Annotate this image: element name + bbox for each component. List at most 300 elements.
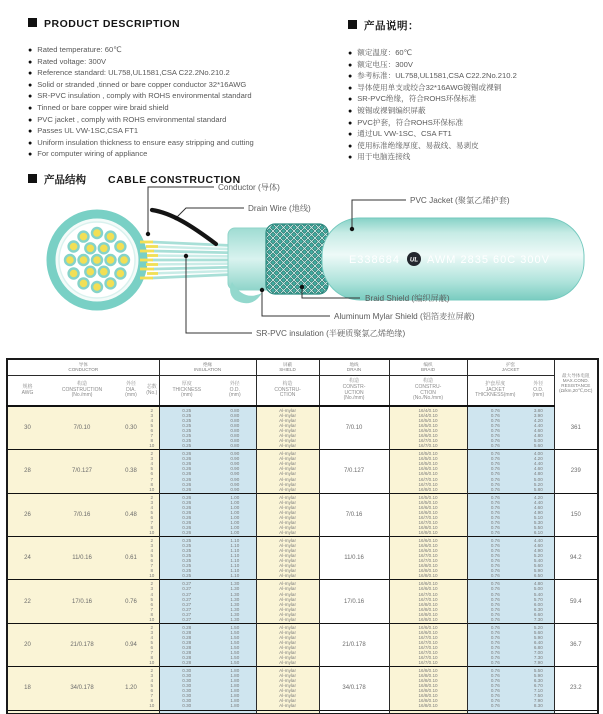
value-line: AWG [21, 389, 34, 396]
value-line: 1.50 [230, 629, 240, 635]
label-pvc-jacket: PVC Jacket (聚氯乙烯护套) [410, 196, 510, 205]
value-line: 5.20 [533, 624, 543, 630]
value-line: 0.80 [230, 433, 240, 439]
cell-braid [389, 623, 467, 666]
value-line: 0.80 [230, 412, 240, 418]
bullet-item: ● PVC护套，符合ROHS环保标准 [348, 118, 598, 130]
value-line: 0.30 [182, 678, 192, 684]
value-line: 16/7/0.10 [418, 591, 438, 597]
value-line: 7 [150, 563, 154, 569]
value-stack [390, 494, 467, 536]
value-line: Al-mylar [279, 581, 296, 587]
value-line: 1.30 [230, 596, 240, 602]
value-line: 8 [150, 655, 154, 661]
value-stack [555, 372, 598, 394]
value-line: 0.90 [230, 486, 240, 492]
value-line: Al-mylar [279, 678, 296, 684]
value-line: 16/7/0.10 [418, 553, 438, 559]
value-line: 0.25 [182, 543, 192, 549]
cell-construction: 34/0.178 [47, 667, 117, 710]
cell-shield [256, 623, 319, 666]
cell-resistance [554, 710, 598, 714]
cell-diameter: 0.38 [117, 450, 145, 493]
value-line: 外径 [533, 380, 544, 387]
cell-construction: 7/0.16 [47, 493, 117, 536]
value-stack [145, 494, 159, 536]
value-line: Al-mylar [279, 433, 296, 439]
value-line: Al-mylar [279, 486, 296, 492]
value-line: Al-mylar [279, 418, 296, 423]
cell-insulation-thickness [159, 493, 214, 536]
value-line: 7.00 [533, 650, 543, 656]
label-drain-wire: Drain Wire (地线) [248, 204, 311, 213]
value-line: 16/6/0.10 [418, 548, 438, 554]
value-stack [160, 624, 215, 666]
value-line: 1.00 [230, 514, 240, 520]
jacket-print-spec: AWM 2835 60C 300V [427, 254, 550, 266]
value-line: Al-mylar [279, 476, 296, 482]
value-line: 0.76 [490, 601, 500, 607]
value-line: Al-mylar [279, 538, 296, 544]
value-line: 4 [150, 591, 154, 597]
value-line: 0.27 [182, 611, 192, 617]
value-stack [468, 711, 524, 713]
value-stack [390, 361, 467, 373]
value-line: 0.26 [182, 476, 192, 482]
value-line: 16/8/0.10 [418, 616, 438, 622]
value-line: 4.90 [533, 548, 543, 554]
value-line: 7 [150, 693, 154, 699]
value-line: 16/7/0.10 [418, 519, 438, 525]
value-line: 0.76 [490, 634, 500, 640]
value-line: 16/7/0.10 [418, 660, 438, 666]
value-line: 3 [150, 412, 154, 418]
sub-header [389, 376, 467, 406]
value-line: 16/8/0.10 [418, 611, 438, 617]
cell-shield [256, 580, 319, 623]
value-line: 规格 [22, 383, 33, 390]
cell-insulation-od [214, 667, 256, 710]
value-line: 0.76 [490, 451, 500, 457]
product-description-en [28, 18, 340, 161]
ul-logo-text: UL [409, 256, 419, 264]
value-line: Al-mylar [279, 494, 296, 500]
value-line: 16/7/0.10 [418, 650, 438, 656]
value-line: 0.76 [490, 650, 500, 656]
value-stack [160, 711, 215, 713]
value-line: Al-mylar [279, 499, 296, 505]
value-stack [523, 537, 554, 579]
bullet-item: ● 使用标准绝缘厚度、易裁线、易剥皮 [348, 141, 598, 153]
sub-header [319, 376, 389, 406]
value-line: 4 [150, 418, 154, 423]
value-line: 0.26 [182, 514, 192, 520]
value-line: Al-mylar [279, 481, 296, 487]
value-line: 护套 [505, 362, 516, 367]
value-line: 5.00 [533, 438, 543, 444]
value-line: Al-mylar [279, 524, 296, 530]
value-line: 0.76 [490, 428, 500, 434]
value-line: 6 [150, 514, 154, 520]
value-stack [257, 667, 319, 709]
value-line: 1.50 [230, 644, 240, 650]
value-line: Al-mylar [279, 519, 296, 525]
value-line: 16/8/0.10 [418, 688, 438, 694]
value-line: 0.76 [490, 639, 500, 645]
value-line: 1.00 [230, 494, 240, 500]
label-aluminum-mylar: Aluminum Mylar Shield (铝箔麦拉屏蔽) [334, 312, 475, 321]
value-line: 7 [150, 606, 154, 612]
construction-title-en: CABLE CONSTRUCTION [108, 174, 241, 186]
value-line: Al-mylar [279, 548, 296, 554]
value-line: 0.76 [490, 568, 500, 574]
value-line: 16/8/0.10 [418, 678, 438, 684]
value-stack [390, 378, 467, 403]
cell-braid [389, 710, 467, 714]
cell-cores [145, 493, 159, 536]
value-line: 0.27 [182, 606, 192, 612]
value-line: 16/6/0.10 [418, 509, 438, 515]
value-stack [390, 450, 467, 492]
value-line: 0.27 [182, 586, 192, 592]
value-line: 16/8/0.10 [418, 606, 438, 612]
value-line: 16/8/0.10 [418, 703, 438, 709]
value-line: 8 [150, 698, 154, 704]
cell-braid [389, 493, 467, 536]
value-line: 8 [150, 438, 154, 444]
table-sub-header-row [7, 376, 598, 406]
value-line: 3.90 [533, 412, 543, 418]
value-line: 0.80 [230, 438, 240, 444]
value-line: 1.80 [230, 698, 240, 704]
value-line: 构造 [349, 378, 360, 385]
value-line: 0.25 [182, 428, 192, 434]
value-line: 6 [150, 558, 154, 564]
value-line: 16/8/0.10 [418, 601, 438, 607]
value-line: 0.28 [182, 650, 192, 656]
value-line: 0.26 [182, 471, 192, 477]
value-line: 4.40 [533, 423, 543, 429]
cell-cores [145, 406, 159, 450]
value-line: Al-mylar [279, 563, 296, 569]
value-line: 1.10 [230, 543, 240, 549]
value-line: 0.25 [182, 433, 192, 439]
value-line: 1.30 [230, 611, 240, 617]
cable-construction-heading [28, 172, 241, 187]
value-line: 0.76 [490, 514, 500, 520]
value-line: Al-mylar [279, 688, 296, 694]
table-group-header-row [7, 359, 598, 376]
value-line: 0.76 [490, 476, 500, 482]
value-line: 16/7/0.10 [418, 438, 438, 444]
value-line: 16/6/0.10 [418, 504, 438, 510]
value-line: 16/4/0.10 [418, 407, 438, 413]
value-line: 0.28 [182, 639, 192, 645]
value-line: 4 [150, 504, 154, 510]
value-line: 16/8/0.10 [418, 524, 438, 530]
value-line: Al-mylar [279, 668, 296, 674]
value-line: 1.50 [230, 650, 240, 656]
value-line: 0.76 [490, 668, 500, 674]
cell-construction [47, 710, 117, 714]
product-description-cn-list [348, 48, 598, 164]
label-conductor: Conductor (导体) [218, 183, 280, 192]
value-line: 16/6/0.10 [418, 586, 438, 592]
value-line: 0.25 [182, 573, 192, 579]
value-line: 绝缘 [202, 362, 213, 367]
cell-awg: 24 [7, 537, 47, 580]
cable-construction-section [0, 168, 603, 360]
value-line: 0.76 [490, 461, 500, 467]
value-stack [117, 381, 145, 400]
cell-resistance: 23.2 [554, 667, 598, 710]
value-line: 0.28 [182, 629, 192, 635]
value-line: 0.30 [182, 688, 192, 694]
value-line: 7 [150, 650, 154, 656]
cell-construction: 7/0.10 [47, 406, 117, 450]
cell-insulation-od [214, 537, 256, 580]
value-line: 屏蔽 [282, 362, 293, 367]
square-bullet-icon [28, 18, 37, 27]
value-line: 16/5/0.10 [418, 499, 438, 505]
value-stack [257, 580, 319, 622]
value-line: 7.90 [533, 698, 543, 704]
value-line: 16/8/0.10 [418, 698, 438, 704]
value-line: Al-mylar [279, 644, 296, 650]
jacket-print-cert: E338684 [348, 254, 400, 266]
value-line: 6.50 [533, 573, 543, 579]
cell-jacket-thickness [467, 537, 523, 580]
value-line: (No./mm) [343, 395, 365, 402]
value-stack [257, 407, 319, 449]
value-line: 16/7/0.10 [418, 596, 438, 602]
value-line: Al-mylar [279, 529, 296, 535]
value-line: 0.25 [182, 563, 192, 569]
value-line: 0.30 [182, 683, 192, 689]
value-line: (No./mm) [71, 392, 93, 399]
value-line: 16/7/0.10 [418, 481, 438, 487]
value-line: 7.30 [533, 655, 543, 661]
value-line: 4.60 [533, 543, 543, 549]
value-line: 0.76 [490, 655, 500, 661]
value-line: Al-mylar [279, 650, 296, 656]
value-line: 5 [150, 466, 154, 472]
value-line: 3 [150, 586, 154, 592]
group-header-conductor [7, 359, 159, 376]
value-line: 5.60 [533, 629, 543, 635]
cell-jacket-od [523, 580, 554, 623]
value-line: 0.76 [490, 703, 500, 709]
value-stack [523, 407, 554, 449]
value-line: (mm) [125, 392, 137, 399]
cell-insulation-thickness [159, 580, 214, 623]
value-line: CONDUCTOR [68, 367, 99, 373]
cell-diameter: 0.48 [117, 493, 145, 536]
value-line: 1.00 [230, 529, 240, 535]
value-line: RESISTANCE [561, 382, 591, 388]
cell-insulation-thickness [159, 623, 214, 666]
cell-jacket-od [523, 406, 554, 450]
value-line: 2 [150, 581, 154, 587]
value-line: 0.26 [182, 504, 192, 510]
value-line: 8 [150, 481, 154, 487]
value-stack [160, 580, 215, 622]
value-line: 16/8/0.10 [418, 486, 438, 492]
value-line: 6.30 [533, 606, 543, 612]
value-stack [468, 494, 524, 536]
value-line: 6.10 [533, 529, 543, 535]
value-stack [390, 667, 467, 709]
value-stack [160, 494, 215, 536]
group-header-jacket [467, 359, 554, 376]
bullet-item: ● Tinned or bare copper wire braid shield [28, 103, 340, 115]
cell-drain: 7/0.16 [319, 493, 389, 536]
value-line: 0.76 [490, 683, 500, 689]
value-line: 导体 [78, 362, 88, 367]
value-line: 5.50 [533, 668, 543, 674]
value-line: 0.28 [182, 655, 192, 661]
value-line: 16/6/0.10 [418, 581, 438, 587]
value-stack [214, 580, 256, 622]
value-stack [523, 580, 554, 622]
group-header-braid [389, 359, 467, 376]
value-line: JACKET [501, 367, 520, 373]
value-line: 4.40 [533, 461, 543, 467]
table-row [7, 493, 598, 536]
value-line: 0.27 [182, 581, 192, 587]
value-line: 4.40 [533, 499, 543, 505]
value-line: Al-mylar [279, 461, 296, 467]
cell-jacket-od [523, 710, 554, 714]
value-line: 4 [150, 461, 154, 467]
value-line: 16/5/0.10 [418, 451, 438, 457]
value-stack [214, 667, 256, 709]
value-stack [257, 381, 319, 400]
cell-jacket-od [523, 450, 554, 493]
value-line: 10 [149, 573, 155, 579]
value-line: 4.80 [533, 581, 543, 587]
cable-diagram [0, 168, 603, 360]
value-line: 0.25 [182, 412, 192, 418]
value-line: 1.30 [230, 591, 240, 597]
value-stack [145, 450, 159, 492]
cell-insulation-od [214, 493, 256, 536]
bullet-item: ● 镀锡或裸铜编织屏蔽 [348, 106, 598, 118]
value-line: 6.30 [533, 678, 543, 684]
value-line: Al-mylar [279, 634, 296, 640]
value-line: 0.90 [230, 461, 240, 467]
value-line: O.D. [533, 386, 544, 393]
value-line: 1.10 [230, 538, 240, 544]
value-line: Al-mylar [279, 466, 296, 472]
value-line: 10 [149, 616, 155, 622]
value-line: 16/6/0.10 [418, 538, 438, 544]
value-line: 5.30 [533, 519, 543, 525]
value-line: 5.20 [533, 553, 543, 559]
product-description-cn [348, 18, 598, 164]
value-line: Al-mylar [279, 543, 296, 549]
value-stack [257, 537, 319, 579]
cell-jacket-thickness [467, 493, 523, 536]
value-line: 构造 [76, 380, 87, 387]
value-line: 0.80 [230, 407, 240, 413]
value-line: 0.90 [230, 456, 240, 462]
value-line: 0.76 [490, 591, 500, 597]
cell-drain: 7/0.127 [319, 450, 389, 493]
value-stack [257, 361, 319, 373]
value-stack [523, 711, 554, 713]
value-line: 0.25 [182, 407, 192, 413]
table-row [7, 580, 598, 623]
value-line: 0.76 [490, 678, 500, 684]
value-line: 构造 [282, 380, 293, 387]
cell-jacket-thickness [467, 667, 523, 710]
product-description-cn-title [348, 18, 598, 33]
bullet-item: ● 参考标准：UL758,UL1581,CSA C22.2No.210.2 [348, 71, 598, 83]
table-row [7, 710, 598, 714]
value-line: 地线 [349, 362, 359, 367]
value-line: 0.26 [182, 481, 192, 487]
value-line: CONSTRU- [414, 383, 442, 390]
cell-drain: 17/0.16 [319, 580, 389, 623]
value-line: Al-mylar [279, 509, 296, 515]
bullet-item: ● 通过UL VW-1SC、CSA FT1 [348, 129, 598, 141]
value-stack [47, 381, 117, 400]
value-line: 0.76 [490, 698, 500, 704]
value-line: 0.26 [182, 456, 192, 462]
value-stack [257, 450, 319, 492]
value-line: 1.30 [230, 581, 240, 587]
value-stack [523, 624, 554, 666]
pvc-jacket [322, 218, 584, 300]
bullet-item: ● 用于电脑连接线 [348, 152, 598, 164]
value-line: Al-mylar [279, 412, 296, 418]
cell-insulation-thickness [159, 537, 214, 580]
value-line: 4.80 [533, 433, 543, 439]
value-line: 0.30 [182, 668, 192, 674]
value-line: 0.30 [182, 693, 192, 699]
value-line: 6 [150, 644, 154, 650]
value-line: 0.76 [490, 644, 500, 650]
value-line: Al-mylar [279, 553, 296, 559]
bullet-item: ● SR-PVC insulation , comply with ROHS environmental standard [28, 91, 340, 103]
value-stack [214, 381, 256, 400]
value-stack [468, 361, 554, 373]
value-line: 0.76 [490, 509, 500, 515]
value-line: 0.25 [182, 438, 192, 444]
value-line: 5.50 [533, 524, 543, 530]
cell-construction: 7/0.127 [47, 450, 117, 493]
value-line: 16/7/0.10 [418, 514, 438, 520]
value-line: 16/5/0.10 [418, 494, 438, 500]
braid-shield [266, 224, 328, 294]
value-line: 0.76 [490, 606, 500, 612]
value-line: 1.00 [230, 499, 240, 505]
cell-braid [389, 450, 467, 493]
value-line: 5 [150, 553, 154, 559]
value-line: 0.76 [490, 586, 500, 592]
value-line: 1.80 [230, 673, 240, 679]
value-line: 0.76 [490, 673, 500, 679]
value-line: 0.28 [182, 634, 192, 640]
cell-jacket-thickness [467, 450, 523, 493]
value-line: 2 [150, 494, 154, 500]
value-line: 0.26 [182, 509, 192, 515]
sub-header [256, 376, 319, 406]
value-stack [145, 537, 159, 579]
sub-header [214, 376, 256, 406]
value-stack [257, 711, 319, 713]
